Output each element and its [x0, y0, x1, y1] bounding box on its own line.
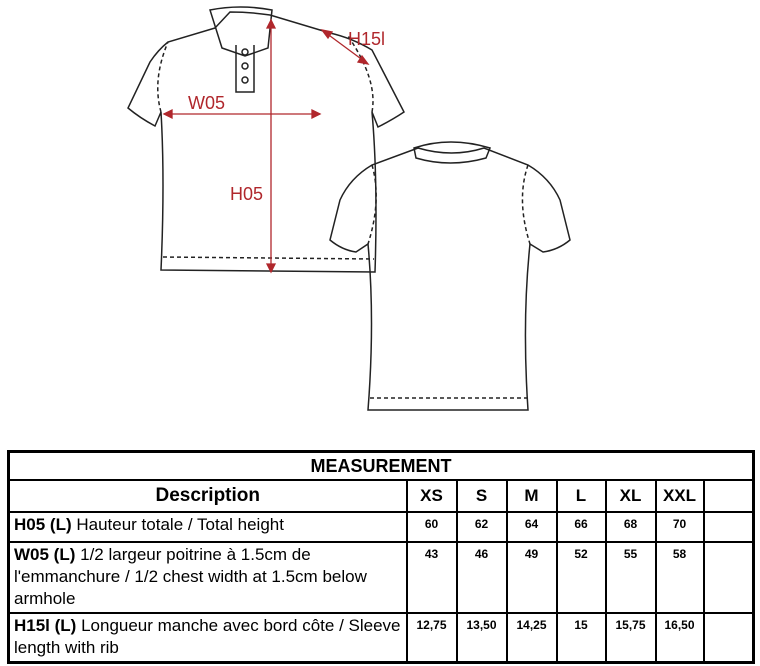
value-cell: 52 [557, 542, 606, 613]
value-cell: 43 [407, 542, 457, 613]
front-button [242, 63, 248, 69]
front-body-outline [128, 12, 404, 272]
size-header: XS [407, 480, 457, 512]
value-cell: 49 [507, 542, 557, 613]
value-cell: 55 [606, 542, 656, 613]
value-cell: 60 [407, 512, 457, 542]
front-button [242, 77, 248, 83]
front-sleeve-seam [158, 42, 168, 112]
empty-cell [704, 613, 754, 663]
size-header: M [507, 480, 557, 512]
size-header: S [457, 480, 507, 512]
value-cell: 70 [656, 512, 704, 542]
row-description [9, 542, 407, 613]
table-header-row [9, 480, 754, 512]
table-title-row [9, 452, 754, 481]
back-body-outline [330, 148, 570, 410]
empty-cell [704, 512, 754, 542]
table-row [9, 512, 754, 542]
row-text: Longueur manche avec bord côte / Sleeve length with rib [14, 616, 401, 657]
value-cell: 62 [457, 512, 507, 542]
front-button [242, 49, 248, 55]
measurement-table [7, 450, 755, 664]
value-cell: 66 [557, 512, 606, 542]
width-arrow-right [312, 110, 320, 118]
front-hem-stitch [163, 257, 374, 259]
back-view-drawing [330, 142, 570, 410]
value-cell: 68 [606, 512, 656, 542]
size-header: L [557, 480, 606, 512]
empty-header-cell [704, 480, 754, 512]
value-cell: 12,75 [407, 613, 457, 663]
height-arrow-top [267, 20, 275, 28]
value-cell: 15,75 [606, 613, 656, 663]
row-code: H15l (L) [14, 616, 77, 635]
value-cell: 46 [457, 542, 507, 613]
size-header: XL [606, 480, 656, 512]
description-header: Description [9, 480, 407, 512]
width-dimension-label: W05 [188, 93, 226, 113]
row-description [9, 613, 407, 663]
size-header: XXL [656, 480, 704, 512]
dimension-lines [164, 20, 368, 272]
sleeve-dimension-label: H15l [348, 29, 386, 49]
back-yoke-seam [522, 165, 530, 244]
value-cell: 16,50 [656, 613, 704, 663]
value-cell: 15 [557, 613, 606, 663]
table-row [9, 542, 754, 613]
measurement-table-container [7, 450, 752, 664]
row-description [9, 512, 407, 542]
height-dimension-label: H05 [230, 184, 264, 204]
value-cell: 64 [507, 512, 557, 542]
value-cell: 14,25 [507, 613, 557, 663]
row-code: W05 (L) [14, 545, 76, 564]
row-text: Hauteur totale / Total height [76, 515, 284, 534]
table-row [9, 613, 754, 663]
value-cell: 58 [656, 542, 704, 613]
value-cell: 13,50 [457, 613, 507, 663]
empty-cell [704, 542, 754, 613]
width-arrow-left [164, 110, 172, 118]
row-text: 1/2 largeur poitrine à 1.5cm de l'emmanchure / 1/2 chest width at 1.5cm below armhole [14, 545, 367, 608]
table-title: MEASUREMENT [9, 452, 754, 481]
row-code: H05 (L) [14, 515, 72, 534]
